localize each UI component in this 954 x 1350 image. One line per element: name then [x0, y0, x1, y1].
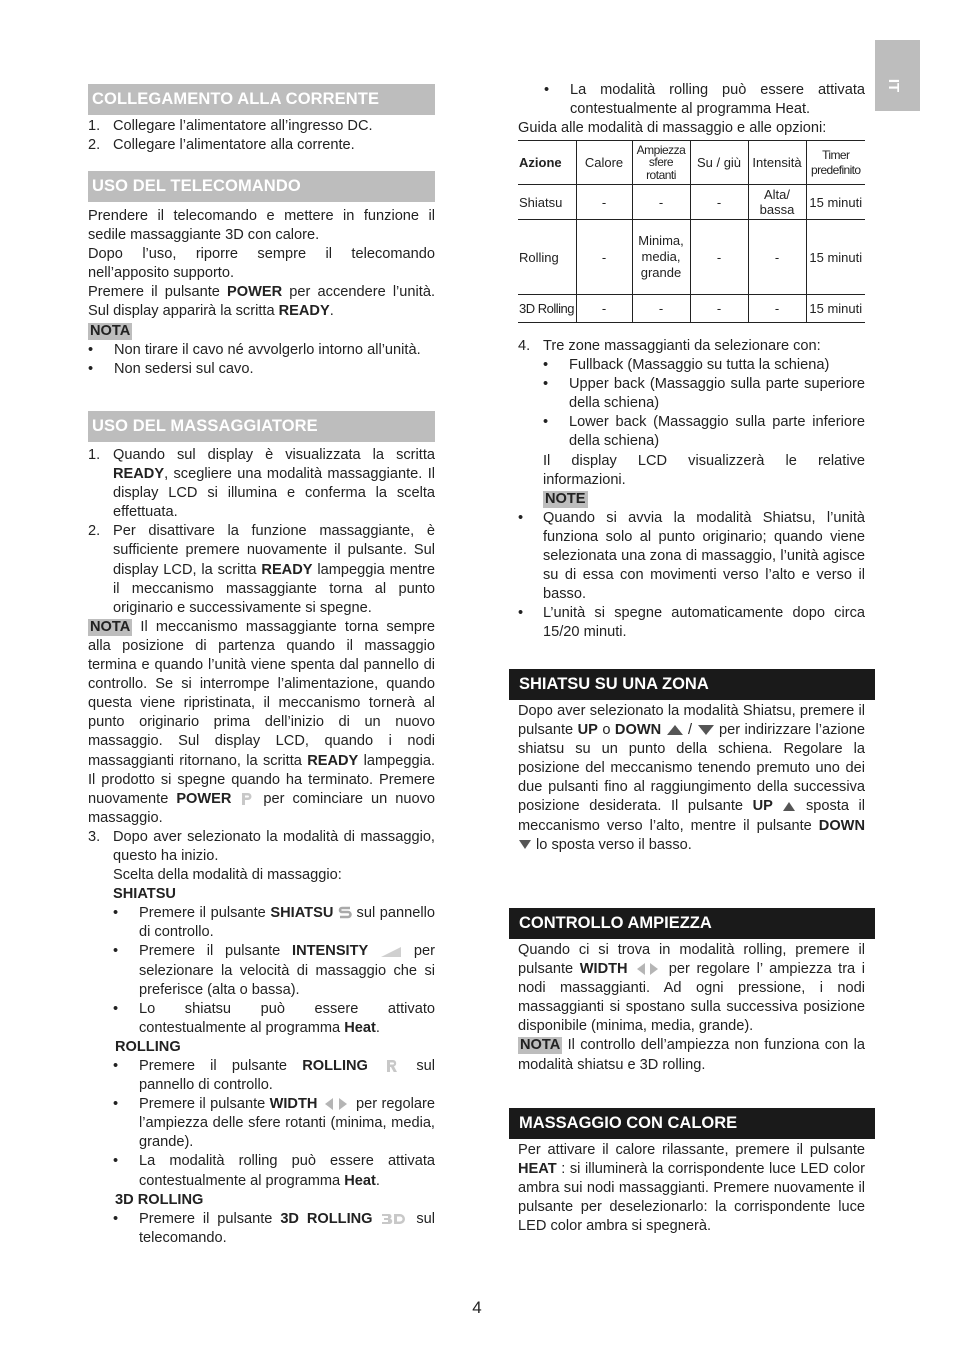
- table-cell: -: [690, 295, 748, 323]
- list-item: • Fullback (Massaggio su tutta la schiena): [543, 356, 865, 375]
- table-cell: -: [576, 185, 632, 220]
- list-item: • Premere il pulsante SHIATSU sul pannello di controllo.: [113, 904, 435, 942]
- table-cell: Rolling: [518, 220, 576, 295]
- table-header-cell: Azione: [518, 141, 576, 185]
- list-item: • Non sedersi sul cavo.: [88, 360, 435, 379]
- paragraph: Dopo l’uso, riporre sempre il telecomando nell’apposito supporto.: [88, 246, 435, 282]
- width-arrows-icon: [322, 1097, 352, 1111]
- down-arrow-icon: [518, 839, 532, 850]
- section-header-telecomando: USO DEL TELECOMANDO: [88, 171, 435, 202]
- list-item: • Lower back (Massaggio sulla parte inferiore della schiena): [543, 413, 865, 451]
- section-header-collegamento: COLLEGAMENTO ALLA CORRENTE: [88, 84, 435, 115]
- massage-modes-table: [518, 140, 865, 323]
- table-header-cell: Calore: [576, 141, 632, 185]
- massaggiatore-body: 1. Quando sul display è visualizzata la scritta READY, scegliere una modalità massaggiante. Il display LCD si illumina e conferma la scelta effettuata. 2. Per disattivare la funzione massaggiante, è sufficiente premere nuovamente il pulsante. Sul display LCD, la scritta READY lampeggia mentre il meccanismo massaggiante torna al punto originario e successivamente si spegne. NOTA Il meccanismo massaggiante torna sempre alla posizione di partenza quando il massaggio termina e quando l’unità viene spenta dal pannello di controllo. Se si interrompe l’alimentazione, quando questa viene ripristinata, il meccanismo tornerà al punto originario prima dell’inizio di un nuovo massaggio. Sul display LCD, quando i nodi massaggianti ritornano, la scritta READY lampeggia. Il prodotto si spegne quando ha terminato. Premere nuovamente POWER per cominciare un nuovo massaggio. 3. Dopo aver selezionato la modalità di massaggio, questo ha inizio. Scelta della modalità di massaggio: SHIATSU • Premere il pulsante SHIATSU sul pannello di controllo. • Premere il pulsante INTENSITY per selezionare la velocità di massaggio che si preferisce (alta o bassa). • Lo shiatsu può essere attivato contestualmente al programma Heat. ROLLING • Premere il pulsante ROLLING sul pannello di controllo. • Premere il pulsante WIDTH per regolare l’ampiezza delle sfere rotanti (minima, media, grande). • La modalità rolling può essere attivata contestualmente al programma Heat. 3D ROLLING • Premere il pulsante 3D ROLLING sul telecomando.: [88, 446, 435, 1248]
- table-header-cell: Intensità: [748, 141, 806, 185]
- table-header-cell: Ampiezza sfere rotanti: [632, 141, 690, 185]
- up-arrow-icon: [666, 724, 684, 736]
- section-header-shiatsu-zona: SHIATSU SU UNA ZONA: [509, 669, 875, 700]
- table-cell: -: [748, 295, 806, 323]
- subheading-3d-rolling: 3D ROLLING: [115, 1191, 204, 1208]
- list-item: • Premere il pulsante ROLLING sul pannello di controllo.: [113, 1057, 435, 1095]
- language-tab: [875, 40, 920, 111]
- right-top-block: [518, 81, 865, 138]
- up-arrow-icon: [782, 801, 796, 812]
- intensity-icon: [380, 946, 402, 958]
- table-cell: 15 minuti: [806, 295, 865, 323]
- section-header-ampiezza: CONTROLLO AMPIEZZA: [509, 908, 875, 939]
- paragraph: Premere il pulsante POWER per accendere l’unità. Sul display apparirà la scritta READY.: [88, 284, 435, 320]
- shiatsu-zona-body: Dopo aver selezionato la modalità Shiatsu, premere il pulsante UP o DOWN / per indirizzare l’azione shiatsu su un punto della schiena. Regolare la posizione del meccanismo tenendo premuto uno dei due pulsanti fino al raggiungimento della successiva posizione desiderata. Il pulsante UP sposta il meccanismo verso l’alto, mentre il pulsante DOWN lo sposta verso il basso.: [518, 703, 865, 853]
- table-cell: 15 minuti: [806, 220, 865, 295]
- list-item: • Lo shiatsu può essere attivato contestualmente al programma Heat.: [113, 1000, 435, 1038]
- table-header-cell: Timer predefinito: [806, 141, 865, 185]
- list-item: • La modalità rolling può essere attivata contestualmente al programma Heat.: [544, 81, 865, 119]
- 3d-icon: [380, 1212, 408, 1226]
- collegamento-list: 1. Collegare l’alimentatore all’ingresso DC. 2. Collegare l’alimentatore alla corrente.: [88, 118, 373, 154]
- list-item: • L’unità si spegne automaticamente dopo circa 15/20 minuti.: [518, 605, 865, 641]
- page-number: 4: [472, 1298, 482, 1317]
- table-cell: -: [576, 295, 632, 323]
- shiatsu-s-icon: [338, 906, 352, 920]
- calore-body: Per attivare il calore rilassante, premere il pulsante HEAT : si illuminerà la corrispondente luce LED color ambra sui nodi massaggianti. Premere nuovamente il pulsante per deselezionarlo: la corrispondente luce LED color ambra si spegnerà.: [518, 1142, 865, 1235]
- table-header-row: [518, 141, 865, 185]
- list-item: • Premere il pulsante WIDTH per regolare l’ampiezza delle sfere rotanti (minima, media, grande).: [113, 1095, 435, 1152]
- table-cell: -: [632, 185, 690, 220]
- paragraph: Il display LCD visualizzerà le relative informazioni.: [543, 452, 865, 488]
- table-cell: Shiatsu: [518, 185, 576, 220]
- list-item: • Quando si avvia la modalità Shiatsu, l’unità funziona solo al punto originario; quando viene selezionata una zona di massaggio, l’unità agisce su di essa con movimenti verso l’alto e verso il basso.: [518, 509, 865, 603]
- power-p-icon: [239, 792, 255, 806]
- table-cell: 3D Rolling: [518, 295, 576, 323]
- table-row: [518, 295, 865, 323]
- table-cell: 15 minuti: [806, 185, 865, 220]
- nota-label: NOTA: [90, 618, 131, 635]
- note-label: NOTE: [545, 490, 586, 507]
- paragraph: Scelta della modalità di massaggio:: [113, 867, 342, 884]
- language-tab-label: IT: [885, 78, 903, 93]
- table-cell: -: [632, 295, 690, 323]
- list-item: Collegare l’alimentatore all’ingresso DC.: [113, 118, 373, 134]
- list-item: • Premere il pulsante INTENSITY per selezionare la velocità di massaggio che si preferisce (alta o bassa).: [113, 942, 435, 999]
- section-header-calore: MASSAGGIO CON CALORE: [509, 1108, 875, 1139]
- width-arrows-icon: [634, 962, 662, 976]
- nota-label: NOTA: [90, 322, 131, 339]
- table-cell: -: [748, 220, 806, 295]
- table-row: [518, 220, 865, 295]
- paragraph: Prendere il telecomando e mettere in funzione il sedile massaggiante 3D con calore.: [88, 208, 435, 244]
- table-header-cell: Su / giù: [690, 141, 748, 185]
- table-cell: -: [690, 220, 748, 295]
- ampiezza-body: Quando ci si trova in modalità rolling, premere il pulsante WIDTH per regolare l’ ampiezza tra i nodi massaggianti. Ad ogni pressione, i nodi massaggianti si spostano sulla successiva posizione disponibile (minima, media, grande). NOTA Il controllo dell’ampiezza non funziona con la modalità shiatsu e 3D rolling.: [518, 942, 866, 1073]
- list-item: • Premere il pulsante 3D ROLLING sul telecomando.: [113, 1210, 435, 1248]
- table-cell: Alta/ bassa: [748, 185, 806, 220]
- subheading-rolling: ROLLING: [115, 1038, 181, 1055]
- item4-block: 4. Tre zone massaggianti da selezionare con: • Fullback (Massaggio su tutta la schiena) • Upper back (Massaggio sulla parte superiore della schiena) • Lower back (Massaggio sulla parte inferiore della schiena) Il display LCD visualizzerà le relative informazioni. NOTE • Quando si avvia la modalità Shiatsu, l’unità funziona solo al punto originario; quando viene selezionata una zona di massaggio, l’unità agisce su di essa con movimenti verso l’alto e verso il basso. • L’unità si spegne automaticamente dopo circa 15/20 minuti.: [518, 337, 865, 643]
- list-item: • La modalità rolling può essere attivata contestualmente al programma Heat.: [113, 1152, 435, 1190]
- table-cell: -: [576, 220, 632, 295]
- paragraph: Guida alle modalità di massaggio e alle opzioni:: [518, 120, 827, 137]
- table-cell: Minima, media, grande: [632, 220, 690, 295]
- rolling-r-icon: [383, 1059, 401, 1073]
- table-row: [518, 185, 865, 220]
- nota-label: NOTA: [520, 1037, 561, 1054]
- subheading-shiatsu: SHIATSU: [113, 886, 176, 903]
- down-arrow-icon: [697, 724, 715, 736]
- list-item: • Non tirare il cavo né avvolgerlo intorno all’unità.: [88, 341, 435, 360]
- section-header-massaggiatore: USO DEL MASSAGGIATORE: [88, 411, 435, 442]
- list-item: • Upper back (Massaggio sulla parte superiore della schiena): [543, 375, 865, 413]
- table-cell: -: [690, 185, 748, 220]
- telecomando-body: [88, 207, 435, 379]
- list-item: Collegare l’alimentatore alla corrente.: [113, 137, 355, 154]
